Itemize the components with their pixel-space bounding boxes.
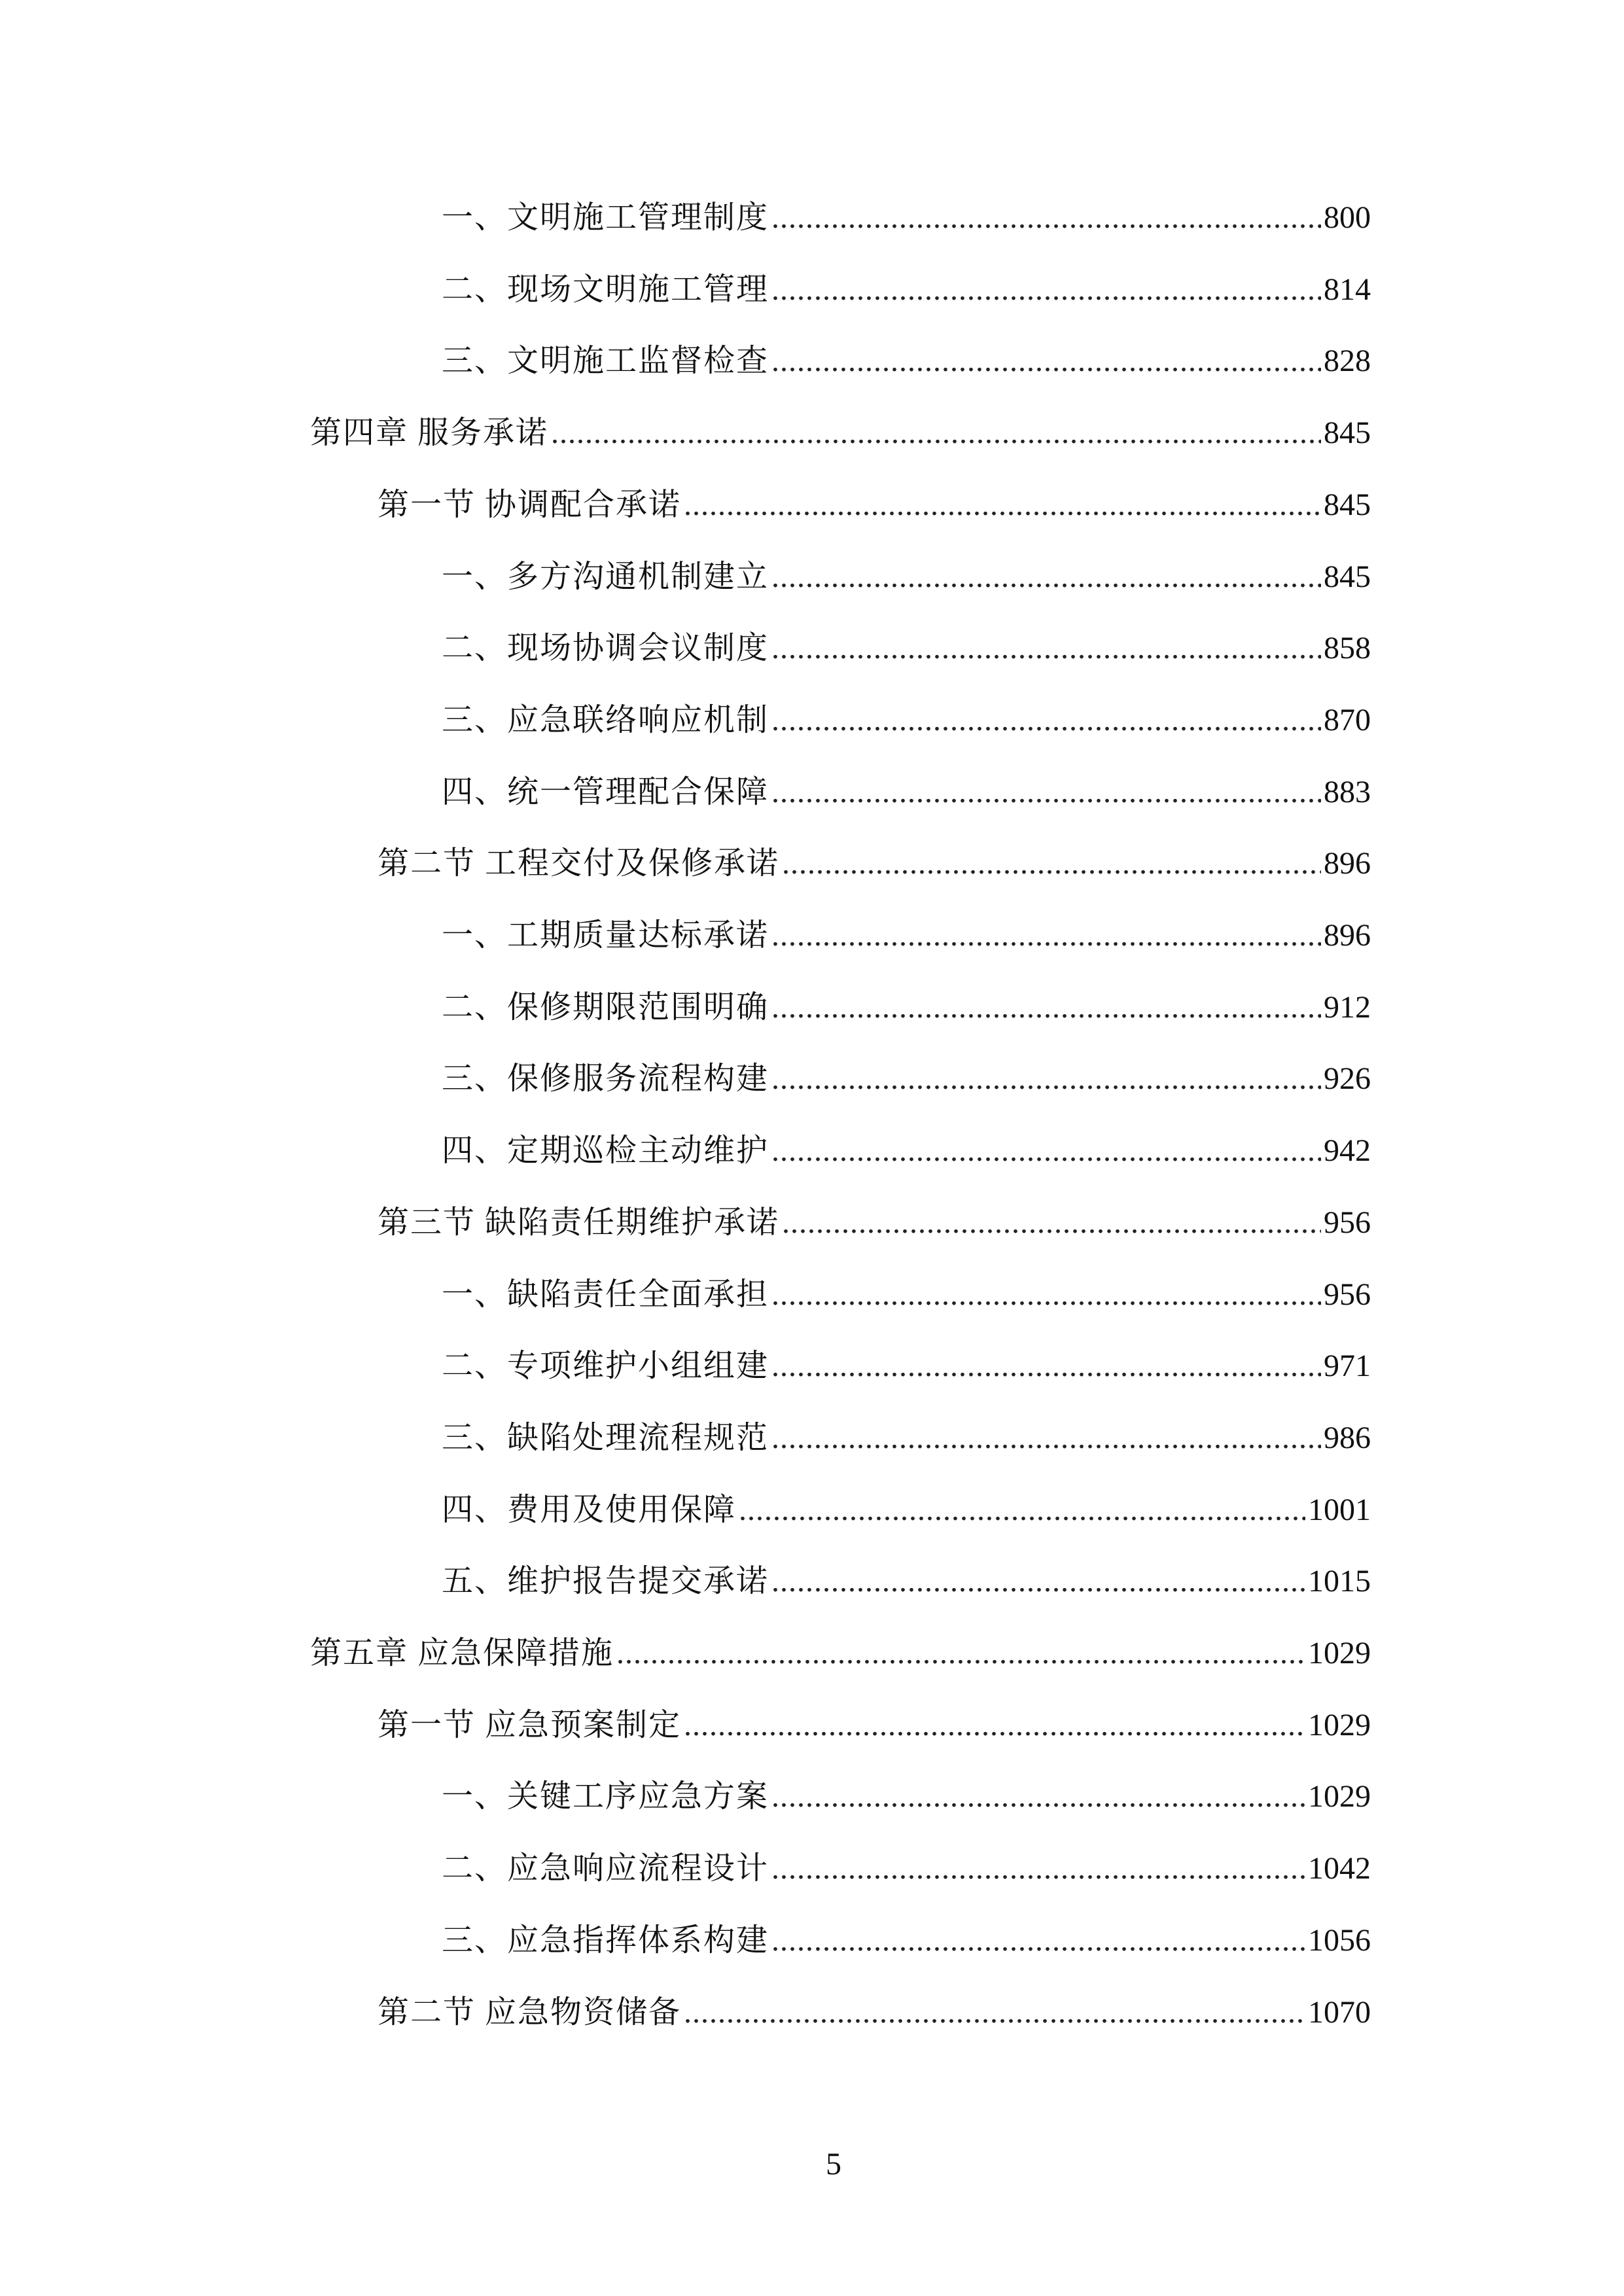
toc-entry-title: 三、文明施工监督检查 [442,344,769,379]
toc-entry-page: 1029 [1308,1779,1371,1814]
toc-entry-page: 1001 [1308,1492,1371,1527]
toc-entry[interactable] [442,1474,1371,1546]
toc-entry[interactable] [442,612,1371,684]
page-number: 5 [826,2147,841,2181]
dot-leader [771,612,1321,684]
dot-leader [771,1043,1321,1115]
dot-leader [771,1402,1321,1474]
toc-entry-title: 一、关键工序应急方案 [442,1779,769,1814]
toc-entry-page: 986 [1324,1420,1371,1455]
toc-entry[interactable] [442,254,1371,326]
toc-entry-title: 第二节 工程交付及保修承诺 [378,846,780,881]
toc-entry-page: 1015 [1308,1564,1371,1599]
toc-entry-title: 三、应急联络响应机制 [442,702,769,737]
toc-entry-page: 1056 [1308,1922,1371,1958]
toc-entry[interactable] [378,1977,1371,2049]
toc-entry[interactable] [378,1689,1371,1761]
toc-entry-title: 第二节 应急物资储备 [378,1994,682,2030]
toc-entry-page: 814 [1324,272,1371,307]
toc-entry-page: 845 [1324,559,1371,594]
toc-entry-page: 896 [1324,918,1371,953]
toc-entry[interactable] [442,1761,1371,1833]
toc-entry-page: 971 [1324,1349,1371,1384]
toc-entry-page: 956 [1324,1277,1371,1312]
dot-leader [771,325,1321,397]
toc-entry[interactable] [442,1833,1371,1905]
toc-entry-page: 828 [1324,344,1371,379]
toc-entry-title: 三、保修服务流程构建 [442,1061,769,1097]
toc-entry-page: 956 [1324,1205,1371,1240]
toc-entry-title: 四、定期巡检主动维护 [442,1133,769,1169]
toc-entry[interactable] [378,828,1371,900]
dot-leader [771,1330,1321,1402]
dot-leader [771,1259,1321,1331]
toc-entry[interactable] [442,1115,1371,1187]
toc-entry[interactable] [442,325,1371,397]
toc-entry-title: 二、专项维护小组组建 [442,1349,769,1384]
toc-entry-page: 845 [1324,487,1371,522]
toc-entry-title: 第五章 应急保障措施 [310,1636,614,1670]
dot-leader [771,972,1321,1044]
toc-entry-title: 一、多方沟通机制建立 [442,559,769,594]
toc-entry-page: 896 [1324,846,1371,881]
toc-entry[interactable] [442,1330,1371,1402]
toc-entry-title: 二、应急响应流程设计 [442,1851,769,1886]
dot-leader [771,1833,1305,1905]
toc-entry-title: 四、统一管理配合保障 [442,774,769,809]
toc-entry[interactable] [378,469,1371,541]
toc-entry[interactable] [442,972,1371,1044]
toc-entry[interactable] [442,1905,1371,1977]
toc-entry[interactable] [310,1617,1371,1689]
toc-entry-page: 845 [1324,415,1371,451]
dot-leader [771,541,1321,613]
toc-entry-page: 912 [1324,989,1371,1025]
toc-entry-title: 第一节 应急预案制定 [378,1707,682,1742]
toc-entry-title: 四、费用及使用保障 [442,1492,737,1527]
toc-entry[interactable] [310,397,1371,469]
toc-entry[interactable] [442,1545,1371,1617]
toc-entry-title: 一、缺陷责任全面承担 [442,1277,769,1312]
toc-entry-page: 1070 [1308,1994,1371,2030]
dot-leader [739,1474,1305,1546]
toc-entry-page: 883 [1324,774,1371,809]
toc-entry[interactable] [442,182,1371,254]
toc-entry-title: 二、现场文明施工管理 [442,272,769,307]
toc-entry-title: 一、文明施工管理制度 [442,200,769,235]
dot-leader [771,684,1321,756]
toc-entry-title: 二、现场协调会议制度 [442,631,769,666]
toc-entry[interactable] [442,756,1371,828]
toc-entry-page: 942 [1324,1133,1371,1169]
dot-leader [684,1689,1305,1761]
dot-leader [684,469,1321,541]
toc-entry[interactable] [442,684,1371,756]
toc-entry[interactable] [442,541,1371,613]
dot-leader [771,254,1321,326]
dot-leader [771,900,1321,972]
dot-leader [551,397,1321,469]
toc-entry-title: 三、缺陷处理流程规范 [442,1420,769,1455]
toc-entry-page: 858 [1324,631,1371,666]
toc-entry[interactable] [442,1259,1371,1331]
toc-entry-page: 870 [1324,702,1371,737]
toc-entry-page: 1029 [1308,1636,1371,1670]
dot-leader [771,1905,1305,1977]
dot-leader [771,756,1321,828]
toc-entry[interactable] [442,900,1371,972]
toc-entry-page: 926 [1324,1061,1371,1097]
toc-entry-title: 第一节 协调配合承诺 [378,487,682,522]
toc-entry[interactable] [442,1402,1371,1474]
toc-entry-title: 二、保修期限范围明确 [442,989,769,1025]
toc-entry-title: 第四章 服务承诺 [310,415,549,451]
dot-leader [771,1545,1305,1617]
dot-leader [771,182,1321,254]
toc-entry[interactable] [378,1187,1371,1259]
dot-leader [782,828,1321,900]
dot-leader [771,1761,1305,1833]
dot-leader [771,1115,1321,1187]
toc-entry-page: 1029 [1308,1707,1371,1742]
toc-entry-title: 第三节 缺陷责任期维护承诺 [378,1205,780,1240]
toc-entry-title: 三、应急指挥体系构建 [442,1922,769,1958]
toc-entry-title: 五、维护报告提交承诺 [442,1564,769,1599]
dot-leader [782,1187,1321,1259]
dot-leader [684,1977,1305,2049]
toc-entry-page: 1042 [1308,1851,1371,1886]
dot-leader [616,1617,1305,1689]
toc-entry-title: 一、工期质量达标承诺 [442,918,769,953]
toc-entry-page: 800 [1324,200,1371,235]
toc-entry[interactable] [442,1043,1371,1115]
